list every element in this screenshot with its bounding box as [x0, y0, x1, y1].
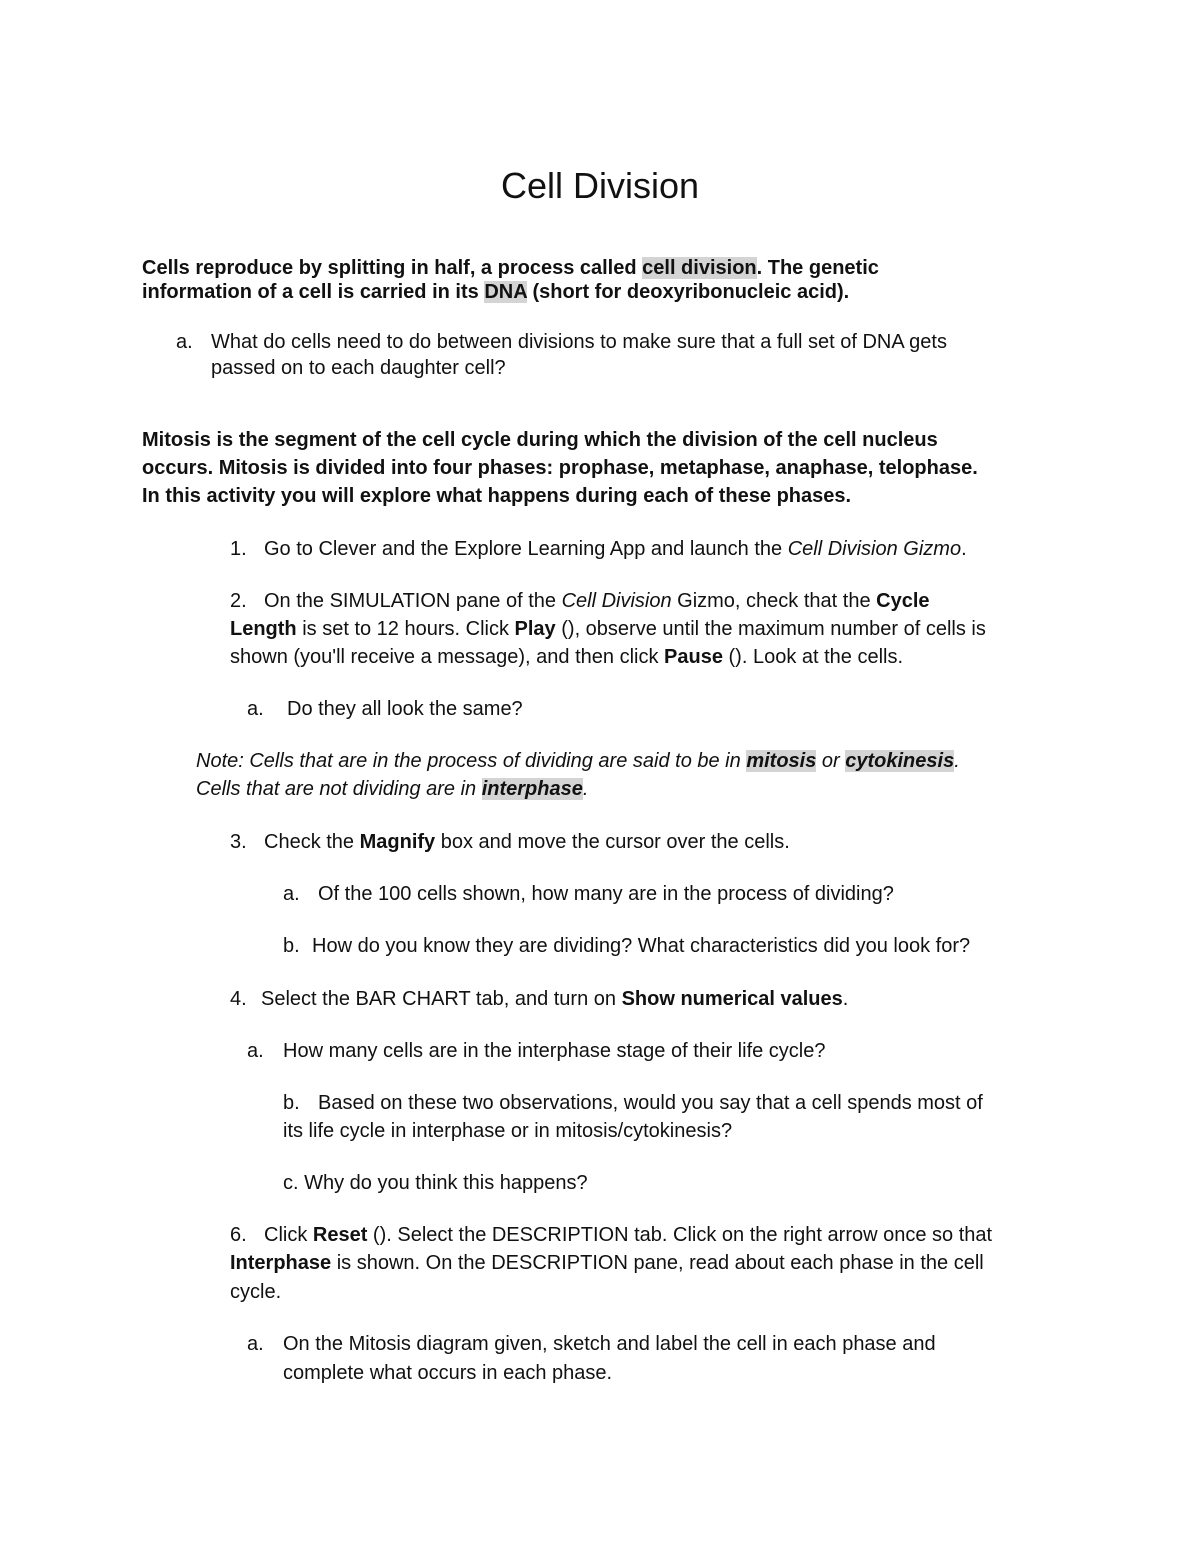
- list-marker: a.: [176, 331, 193, 353]
- note-line-2: [196, 777, 588, 801]
- list-marker: 6.: [230, 1224, 247, 1246]
- note-text: or: [816, 750, 846, 772]
- intro-text: information of a cell is carried in its: [142, 281, 485, 303]
- step-text: box and move the cursor over the cells.: [435, 831, 790, 853]
- control-name: Play: [514, 618, 556, 640]
- control-name: Magnify: [359, 831, 436, 853]
- term-cell-division: cell division: [642, 257, 757, 279]
- step-text: (), observe until the maximum number of cells is: [555, 618, 986, 640]
- step-6-line-1: [264, 1223, 992, 1247]
- step-text: .: [842, 988, 849, 1010]
- step-text: Go to Clever and the Explore Learning App and launch the: [264, 538, 788, 560]
- intro-text: . The genetic: [756, 257, 879, 279]
- step-text: is set to 12 hours. Click: [296, 618, 515, 640]
- note-line-1: [196, 749, 960, 773]
- step-text: Check the: [264, 831, 360, 853]
- step-text: (). Look at the cells.: [722, 646, 904, 668]
- note-text: Cells that are not dividing are in: [196, 778, 482, 800]
- mitosis-intro-line: In this activity you will explore what happens during each of these phases.: [142, 485, 852, 507]
- step-3-text: [264, 830, 790, 854]
- list-marker: 2.: [230, 590, 247, 612]
- question-text: passed on to each daughter cell?: [211, 357, 506, 379]
- note-text: Note: Cells that are in the process of dividing are said to be in: [196, 750, 747, 772]
- step-1-text: [264, 537, 967, 561]
- term-mitosis: mitosis: [746, 750, 817, 772]
- page-title: Cell Division: [500, 165, 700, 206]
- list-marker: a.: [283, 883, 300, 905]
- step-text: Select the BAR CHART tab, and turn on: [261, 988, 622, 1010]
- question-text: What do cells need to do between divisions to make sure that a full set of DNA gets: [211, 331, 947, 353]
- list-marker: 4.: [230, 988, 247, 1010]
- gizmo-name: Cell Division: [561, 590, 672, 612]
- mitosis-intro-line: occurs. Mitosis is divided into four phases: prophase, metaphase, anaphase, telophase.: [142, 457, 978, 479]
- list-marker: b.: [283, 1092, 300, 1114]
- mitosis-intro-line: Mitosis is the segment of the cell cycle during which the division of the cell nucleus: [142, 429, 938, 451]
- term-interphase: interphase: [481, 778, 583, 800]
- question-text: Of the 100 cells shown, how many are in the process of dividing?: [318, 883, 894, 905]
- gizmo-name: Cell Division Gizmo: [787, 538, 962, 560]
- step-2-line-3: [230, 645, 903, 669]
- question-text: How many cells are in the interphase stage of their life cycle?: [283, 1040, 826, 1062]
- note-text: .: [954, 750, 960, 772]
- control-name: Length: [230, 618, 297, 640]
- step-text: .: [961, 538, 967, 560]
- question-text: c. Why do you think this happens?: [283, 1172, 588, 1194]
- control-name: Cycle: [876, 590, 930, 612]
- note-text: .: [582, 778, 589, 800]
- question-text: its life cycle in interphase or in mitosis/cytokinesis?: [283, 1120, 733, 1142]
- step-text: shown (you'll receive a message), and then click: [230, 646, 665, 668]
- list-marker: a.: [247, 1040, 264, 1062]
- question-text: Do they all look the same?: [287, 698, 523, 720]
- list-marker: 3.: [230, 831, 247, 853]
- step-text: (). Select the DESCRIPTION tab. Click on the right arrow once so that: [367, 1224, 993, 1246]
- term-cytokinesis: cytokinesis: [845, 750, 955, 772]
- list-marker: b.: [283, 935, 300, 957]
- step-4-text: [261, 987, 848, 1011]
- step-text: is shown. On the DESCRIPTION pane, read about each phase in the cell: [331, 1252, 984, 1274]
- list-marker: a.: [247, 698, 264, 720]
- control-name: Interphase: [230, 1252, 332, 1274]
- intro-text: (short for deoxyribonucleic acid).: [526, 281, 850, 303]
- step-text: Click: [264, 1224, 313, 1246]
- step-2-line-2: [230, 617, 986, 641]
- step-6-line-2: [230, 1251, 984, 1275]
- question-text: complete what occurs in each phase.: [283, 1362, 613, 1384]
- intro-line-2: [142, 280, 849, 304]
- control-name: Reset: [312, 1224, 368, 1246]
- question-text: Based on these two observations, would you say that a cell spends most of: [318, 1092, 983, 1114]
- question-text: How do you know they are dividing? What characteristics did you look for?: [312, 935, 971, 957]
- intro-line-1: [142, 256, 879, 280]
- step-6-line-3: cycle.: [230, 1281, 282, 1303]
- step-2-line-1: [264, 589, 930, 613]
- list-marker: 1.: [230, 538, 247, 560]
- intro-text: Cells reproduce by splitting in half, a process called: [142, 257, 643, 279]
- question-text: On the Mitosis diagram given, sketch and label the cell in each phase and: [283, 1333, 936, 1355]
- term-dna: DNA: [484, 281, 527, 303]
- control-name: Pause: [664, 646, 723, 668]
- list-marker: a.: [247, 1333, 264, 1355]
- step-text: Gizmo, check that the: [671, 590, 877, 612]
- step-text: On the SIMULATION pane of the: [264, 590, 562, 612]
- control-name: Show numerical values: [621, 988, 843, 1010]
